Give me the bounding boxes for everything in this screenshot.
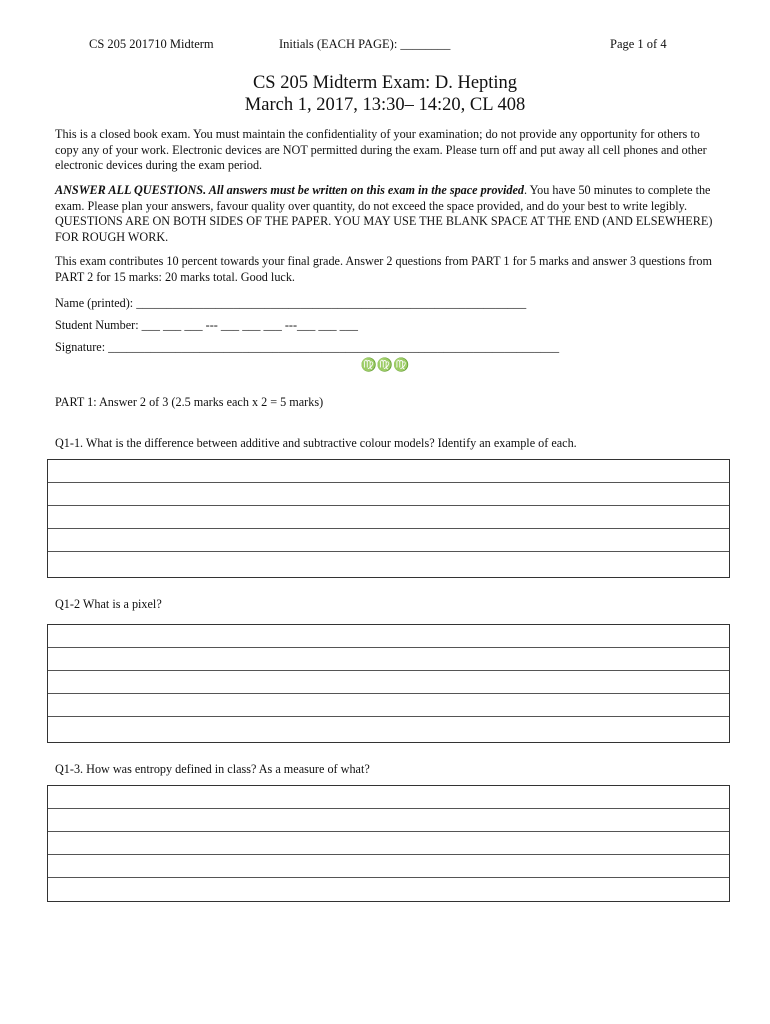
instructions-emphasis: ANSWER ALL QUESTIONS. All answers must be written on this exam in the space provided bbox=[55, 183, 524, 197]
answer-line[interactable] bbox=[48, 717, 729, 740]
answer-line[interactable] bbox=[48, 809, 729, 832]
exam-title bbox=[0, 72, 770, 116]
answer-line[interactable] bbox=[48, 878, 729, 901]
instructions-paragraph-2-rest: . You have 50 minutes to complete the exam. Please plan your answers, favour quality over quantity, do not exceed the space provided, and do your best to write legibly. QUESTIONS ARE ON BOTH SIDES OF THE PAPER. YOU MAY USE THE BLANK SPACE AT THE END (AND ELSEWHERE) FOR ROUGH WORK. bbox=[55, 183, 713, 244]
answer-box-q1-3[interactable] bbox=[47, 785, 730, 902]
answer-line[interactable] bbox=[48, 460, 729, 483]
answer-line[interactable] bbox=[48, 648, 729, 671]
question-q1-1: Q1-1. What is the difference between additive and subtractive colour models? Identify an example of each. bbox=[55, 436, 577, 450]
header-page-number: Page 1 of 4 bbox=[610, 37, 667, 51]
answer-line[interactable] bbox=[48, 483, 729, 506]
ornament-symbols: ♍♍♍ bbox=[360, 357, 410, 372]
student-number-field[interactable]: Student Number: ___ ___ ___ --- ___ ___ ___ ---___ ___ ___ bbox=[55, 318, 358, 332]
question-q1-2: Q1-2 What is a pixel? bbox=[55, 597, 162, 611]
answer-line[interactable] bbox=[48, 786, 729, 809]
answer-line[interactable] bbox=[48, 855, 729, 878]
header-initials: Initials (EACH PAGE): ________ bbox=[279, 37, 451, 51]
signature-field[interactable]: Signature: __________________________________________________________________________ bbox=[55, 340, 560, 354]
name-field[interactable]: Name (printed): ________________________________________________________________ bbox=[55, 296, 527, 310]
answer-line[interactable] bbox=[48, 506, 729, 529]
exam-title-line2: March 1, 2017, 13:30– 14:20, CL 408 bbox=[244, 95, 526, 115]
part1-heading: PART 1: Answer 2 of 3 (2.5 marks each x 2 = 5 marks) bbox=[55, 395, 324, 409]
answer-box-q1-2[interactable] bbox=[47, 624, 730, 743]
answer-line[interactable] bbox=[48, 671, 729, 694]
answer-line[interactable] bbox=[48, 832, 729, 855]
question-q1-3: Q1-3. How was entropy defined in class? As a measure of what? bbox=[55, 762, 370, 776]
answer-line[interactable] bbox=[48, 694, 729, 717]
instructions-paragraph-1: This is a closed book exam. You must maintain the confidentiality of your examination; do not provide any opportunity for others to copy any of your work. Electronic devices are NOT permitted during the exam. Please turn off and put away all cell phones and other electronic devices during the exam period. bbox=[55, 127, 707, 173]
exam-title-line1: CS 205 Midterm Exam: D. Hepting bbox=[252, 73, 518, 93]
instructions-paragraph-2 bbox=[55, 183, 725, 245]
answer-line[interactable] bbox=[48, 625, 729, 648]
answer-line[interactable] bbox=[48, 552, 729, 575]
instructions-paragraph-3: This exam contributes 10 percent towards your final grade. Answer 2 questions from PART 1 for 5 marks and answer 3 questions from PART 2 for 15 marks: 20 marks total. Good luck. bbox=[55, 254, 712, 284]
answer-box-q1-1[interactable] bbox=[47, 459, 730, 578]
answer-line[interactable] bbox=[48, 529, 729, 552]
header-course: CS 205 201710 Midterm bbox=[89, 37, 214, 51]
